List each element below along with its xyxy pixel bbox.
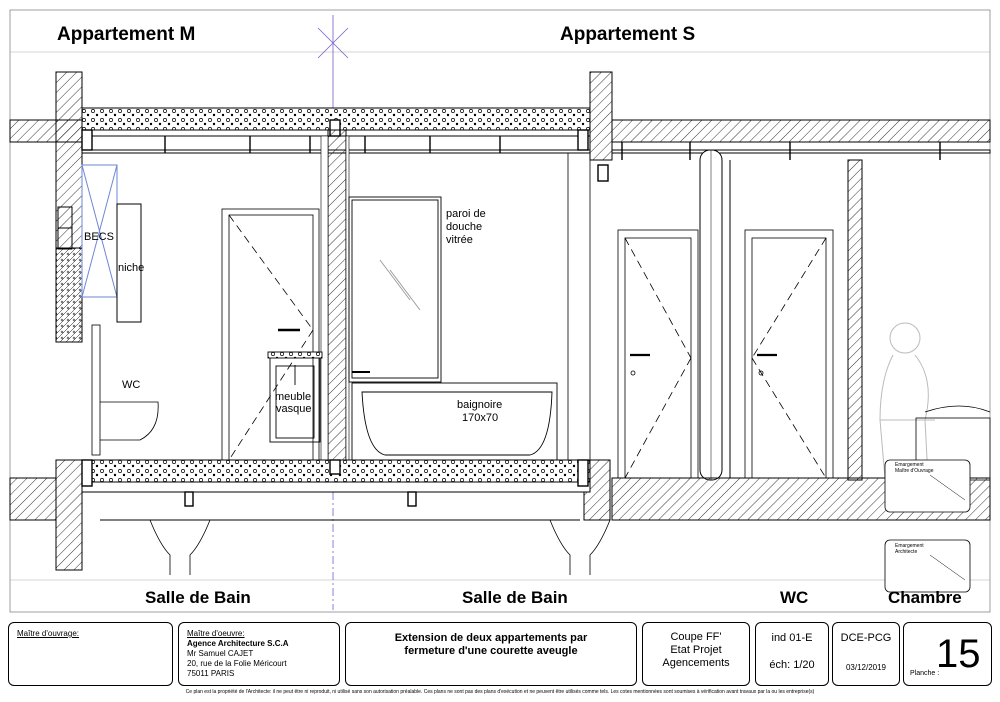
room-chambre: Chambre — [888, 588, 962, 607]
label-baignoire-size: 170x70 — [462, 412, 499, 424]
shower-screen — [349, 197, 441, 382]
wall-right-top — [590, 72, 612, 160]
stamp2-text: Emargement Architecte — [895, 543, 924, 555]
label-meuble: meuble — [275, 391, 312, 403]
label-wc-left: WC — [122, 379, 141, 391]
project-title-1: Extension de deux appartements par — [394, 632, 588, 644]
planche-number: 15 — [936, 632, 981, 676]
mirror-panel — [222, 209, 319, 460]
room-wc: WC — [780, 588, 809, 607]
label-becs: BECS — [84, 231, 114, 243]
label-paroi-1: paroi de — [446, 208, 486, 220]
box-phase: DCE-PCG 03/12/2019 — [832, 622, 900, 686]
box-project — [345, 622, 637, 686]
label-baignoire: baignoire — [457, 399, 503, 411]
project-title-2: fermeture d'une courette aveugle — [404, 645, 578, 657]
label-vasque: vasque — [276, 403, 312, 415]
bathtub — [352, 372, 557, 460]
label-niche: niche — [118, 262, 145, 274]
label-paroi-3: vitrée — [446, 234, 473, 246]
box-maitre-oeuvre: Maître d'oeuvre: Agence Architecture S.C.A Mr Samuel CAJET 20, rue de la Folie Méricourt 75011 PARIS — [178, 622, 340, 686]
box-indice: ind 01-E éch: 1/20 — [755, 622, 829, 686]
title-appartement-s: Appartement S — [560, 24, 696, 45]
box-maitre-ouvrage: Maître d'ouvrage: — [8, 622, 173, 686]
box-planche: Planche : 15 — [903, 622, 992, 686]
room-salle-de-bain-2: Salle de Bain — [462, 588, 568, 607]
box-coupe: Coupe FF' Etat Projet Agencements — [642, 622, 750, 686]
door-2 — [745, 230, 833, 478]
stamp1-text: Emargement Maître d'Ouvrage — [895, 462, 934, 474]
partition-wall — [328, 130, 346, 460]
label-paroi-2: douche — [446, 221, 483, 233]
room-salle-de-bain-1: Salle de Bain — [145, 588, 251, 607]
title-appartement-m: Appartement M — [57, 24, 196, 45]
wall-left-lower — [56, 460, 82, 570]
vanity — [268, 330, 322, 442]
door-1 — [618, 230, 698, 478]
person-silhouette — [880, 323, 935, 478]
footer-note: Ce plan est la propriété de l'Architecte: il ne peut être ni reproduit, ni utilisé sans son autorisation préalable. Ces plans ne sont pas des plans d'exécution et ne peuvent être utilisés comme tels. Les cotes mentionnées sont soumises à vérification avant travaux par la ou les entreprise(s) — [185, 689, 815, 695]
